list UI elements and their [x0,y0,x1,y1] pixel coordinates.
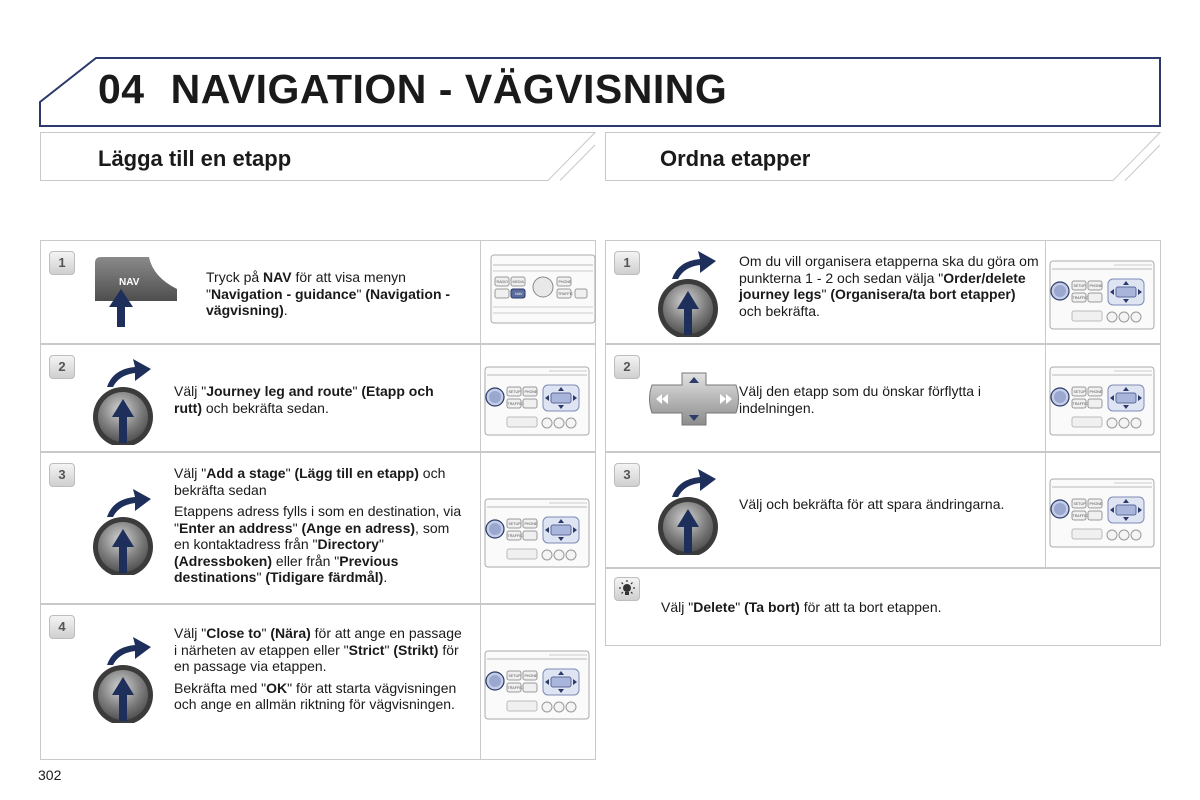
svg-text:TRAFFIC: TRAFFIC [1072,296,1088,300]
left-step-1 [40,240,596,344]
step-paragraph: Tryck på NAV för att visa menyn "Navigation - guidance" (Navigation - vägvisning). [206,269,451,318]
tip-paragraph: Välj "Delete" (Ta bort) för att ta bort etappen. [661,599,942,615]
svg-text:PHONE: PHONE [1089,284,1103,288]
section-title-right: Ordna etapper [660,146,811,171]
svg-text:PHONE: PHONE [1089,502,1103,506]
step-text [174,465,464,586]
step-text [174,625,464,713]
svg-text:SETUP: SETUP [508,522,521,526]
svg-text:SETUP: SETUP [1073,390,1086,394]
step-text [739,383,1039,416]
section-header-right [605,132,1161,182]
svg-text:RADIO: RADIO [496,280,508,284]
step-badge: 2 [614,355,640,379]
svg-text:TRAFFIC: TRAFFIC [558,292,574,296]
radio-panel-icon [483,363,591,444]
radio-panel-icon [1048,475,1156,556]
dpad-icon [646,371,742,432]
svg-text:SETUP: SETUP [508,390,521,394]
svg-text:TRAFFIC: TRAFFIC [1072,402,1088,406]
step-paragraph: Välj "Close to" (Nära) för att ange en passage i närheten av etappen eller "Strict" (Strikt) för en passage via etappen. [174,625,462,674]
tip-text [661,599,1141,616]
step-paragraph: Om du vill organisera etapperna ska du göra om punkterna 1 - 2 och sedan välja "Order/delete journey legs" (Organisera/ta bort etapper) och bekräfta. [739,253,1039,319]
svg-text:SETUP: SETUP [1073,284,1086,288]
step-badge: 1 [49,251,75,275]
rotary-knob-icon [89,631,161,728]
left-step-3 [40,452,596,604]
radio-panel-icon [489,251,597,332]
svg-text:PHONE: PHONE [558,280,572,284]
svg-text:TRAFFIC: TRAFFIC [507,402,523,406]
left-step-2 [40,344,596,452]
right-step-1 [605,240,1161,344]
section-title-left: Lägga till en etapp [98,146,292,171]
svg-text:PHONE: PHONE [524,674,538,678]
lightbulb-icon [614,577,640,601]
step-paragraph: Etappens adress fylls i som en destination, via "Enter an address" (Ange en adress), som en kontaktadress från "Directory" (Adressboken) eller från "Previous destinations" (Tidigare färdmål). [174,503,462,585]
step-paragraph: Välj "Journey leg and route" (Etapp och rutt) och bekräfta sedan. [174,383,434,416]
svg-text:TRAFFIC: TRAFFIC [1072,514,1088,518]
step-paragraph: Välj "Add a stage" (Lägg till en etapp) och bekräfta sedan [174,465,446,498]
svg-text:NAV: NAV [515,292,523,296]
step-text [739,496,1039,513]
right-step-2 [605,344,1161,452]
svg-text:MEDIA: MEDIA [512,280,524,284]
svg-text:PHONE: PHONE [1089,390,1103,394]
rotary-knob-icon [654,463,726,560]
page-title [98,66,727,113]
svg-text:PHONE: PHONE [524,522,538,526]
chapter-title: NAVIGATION - VÄGVISNING [170,66,728,112]
chapter-number: 04 [98,66,145,112]
step-paragraph: Bekräfta med "OK" för att starta vägvisningen och ange en allmän riktning för vägvisningen. [174,679,457,712]
step-paragraph: Välj och bekräfta för att spara ändringarna. [739,496,1005,512]
radio-panel-icon [1048,363,1156,444]
step-text [206,269,466,319]
svg-text:SETUP: SETUP [1073,502,1086,506]
svg-text:TRAFFIC: TRAFFIC [507,534,523,538]
step-paragraph: Välj den etapp som du önskar förflytta i indelningen. [739,383,982,416]
rotary-knob-icon [89,483,161,580]
step-text [739,253,1039,319]
radio-panel-icon [1048,257,1156,338]
svg-text:TRAFFIC: TRAFFIC [507,686,523,690]
svg-text:PHONE: PHONE [524,390,538,394]
step-badge: 4 [49,615,75,639]
left-step-4 [40,604,596,760]
step-badge: 3 [49,463,75,487]
section-header-left [40,132,596,182]
nav-button-label: NAV [119,277,140,288]
tip-box [605,568,1161,646]
radio-panel-icon [483,495,591,576]
rotary-knob-icon [89,353,161,450]
page-number: 302 [38,767,62,783]
step-badge: 2 [49,355,75,379]
svg-text:SETUP: SETUP [508,674,521,678]
step-text [174,383,454,416]
title-banner [0,0,1200,130]
step-badge: 1 [614,251,640,275]
nav-button-icon [91,253,181,336]
radio-panel-icon [483,647,591,728]
right-step-3 [605,452,1161,568]
rotary-knob-icon [654,245,726,342]
step-badge: 3 [614,463,640,487]
